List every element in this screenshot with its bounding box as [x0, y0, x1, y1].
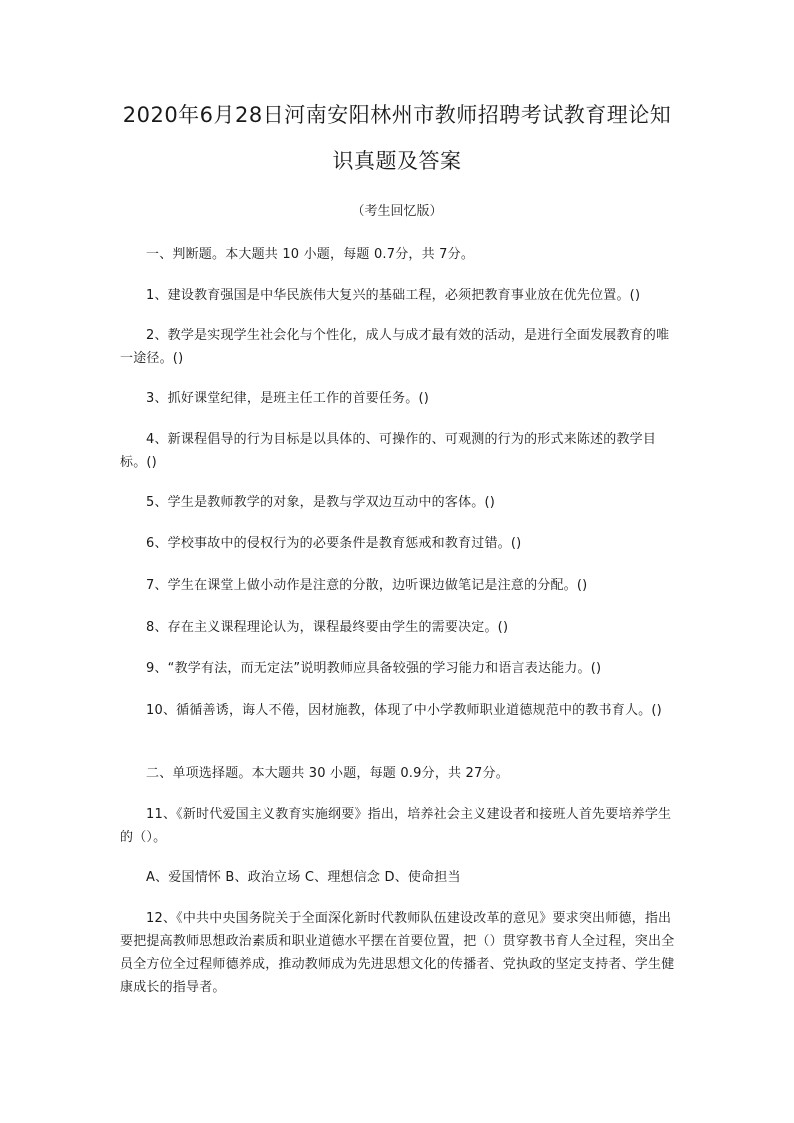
- question-1: 1、建设教育强国是中华民族伟大复兴的基础工程，必须把教育事业放在优先位置。(): [146, 288, 641, 303]
- question-6: 6、学校事故中的侵权行为的必要条件是教育惩戒和教育过错。(): [146, 536, 522, 551]
- section-heading-single-choice: 二、单项选择题。本大题共 30 小题，每题 0.9分，共 27分。: [146, 766, 509, 781]
- question-12: 12、《中共中央国务院关于全面深化新时代教师队伍建设改革的意见》要求突出师德，指出要把提高教师思想政治素质和职业道德水平摆在首要位置，把（）贯穿教书育人全过程，突出全员全方位全过程师德养成，推动教师成为先进思想文化的传播者、党执政的坚定支持者、学生健康成长的指导者。: [120, 911, 675, 995]
- document-subtitle: （考生回忆版）: [351, 204, 443, 219]
- question-11: 11、《新时代爱国主义教育实施纲要》指出，培养社会主义建设者和接班人首先要培养学生的（）。: [120, 807, 672, 845]
- question-8: 8、存在主义课程理论认为，课程最终要由学生的需要决定。(): [146, 620, 509, 635]
- question-7: 7、学生在课堂上做小动作是注意的分散，边听课边做笔记是注意的分配。(): [146, 578, 588, 593]
- question-5: 5、学生是教师教学的对象，是教与学双边互动中的客体。(): [146, 495, 496, 510]
- question-2: 2、教学是实现学生社会化与个性化，成人与成才最有效的活动，是进行全面发展教育的唯一途径。(): [120, 328, 670, 366]
- question-3: 3、抓好课堂纪律，是班主任工作的首要任务。(): [146, 391, 430, 406]
- question-4: 4、新课程倡导的行为目标是以具体的、可操作的、可观测的行为的形式来陈述的教学目标。(): [120, 432, 657, 470]
- question-11-options: A、爱国情怀 B、政治立场 C、理想信念 D、使命担当: [146, 870, 461, 885]
- section-heading-true-false: 一、判断题。本大题共 10 小题，每题 0.7分，共 7分。: [146, 247, 475, 262]
- document-title-line-1: 2020年6月28日河南安阳林州市教师招聘考试教育理论知: [122, 103, 672, 127]
- question-9: 9、“教学有法，而无定法”说明教师应具备较强的学习能力和语言表达能力。(): [146, 661, 602, 676]
- question-10: 10、循循善诱，诲人不倦，因材施教，体现了中小学教师职业道德规范中的教书育人。(): [146, 703, 662, 718]
- document-title-line-2: 识真题及答案: [332, 149, 462, 173]
